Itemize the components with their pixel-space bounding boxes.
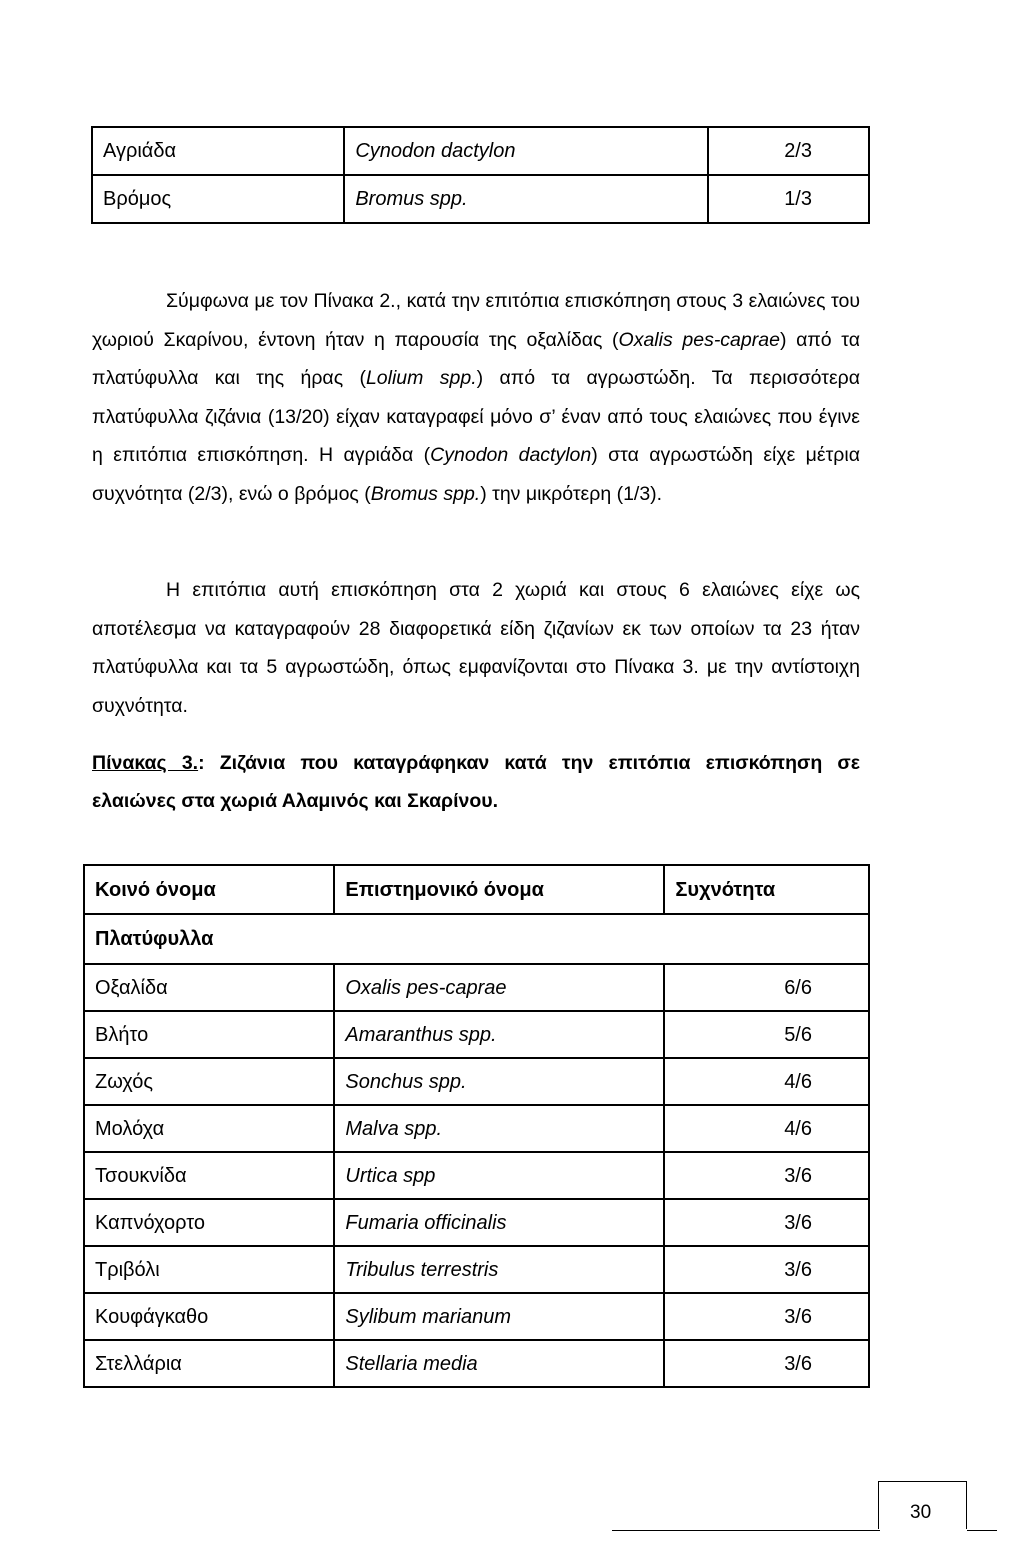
scientific-name-cell: Oxalis pes-caprae	[334, 964, 664, 1011]
frequency-cell: 3/6	[664, 1293, 869, 1340]
scientific-name-cell: Malva spp.	[334, 1105, 664, 1152]
table-caption	[92, 744, 860, 820]
scientific-name-cell: Tribulus terrestris	[334, 1246, 664, 1293]
caption-colon: :	[198, 752, 205, 774]
frequency-cell: 3/6	[664, 1340, 869, 1387]
text-run: ) στα αγρωστώδη είχε μέτρια συχνότητα (2/3), ενώ ο βρόμος (	[92, 444, 860, 505]
table-row	[84, 1293, 869, 1340]
frequency-cell: 3/6	[664, 1246, 869, 1293]
frequency-cell: 6/6	[664, 964, 869, 1011]
table-row	[92, 175, 869, 223]
scientific-name-cell: Fumaria officinalis	[334, 1199, 664, 1246]
common-name-cell: Κουφάγκαθο	[84, 1293, 334, 1340]
text-run: Σύμφωνα με τον Πίνακα 2., κατά την επιτόπια επισκόπηση στους 3 ελαιώνες του χωριού Σκαρίνου, έντονη ήταν η παρουσία της οξαλίδας (	[92, 290, 860, 351]
table-row	[84, 1152, 869, 1199]
group-row	[84, 914, 869, 964]
common-name-cell: Βλήτο	[84, 1011, 334, 1058]
table-row	[92, 127, 869, 175]
scientific-name-cell: Cynodon dactylon	[344, 127, 708, 175]
italic-species: Cynodon dactylon	[430, 444, 592, 466]
weeds-table	[83, 864, 870, 1388]
frequency-cell: 5/6	[664, 1011, 869, 1058]
table-row	[84, 1011, 869, 1058]
common-name-cell: Οξαλίδα	[84, 964, 334, 1011]
paragraph-1	[92, 282, 860, 513]
frequency-cell: 4/6	[664, 1105, 869, 1152]
header-frequency: Συχνότητα	[664, 865, 869, 914]
text-run: ) από τα αγρωστώδη. Τα περισσότερα πλατύφυλλα ζιζάνια (13/20) είχαν καταγραφεί μόνο σ’ έναν από τους ελαιώνες που έγινε η επιτόπια επισκόπηση. Η αγριάδα (	[92, 367, 860, 466]
page-number: 30	[910, 1502, 932, 1523]
scientific-name-cell: Amaranthus spp.	[334, 1011, 664, 1058]
table-row	[84, 964, 869, 1011]
common-name-cell: Στελλάρια	[84, 1340, 334, 1387]
caption-label: Πίνακας 3.	[92, 752, 199, 774]
frequency-cell: 3/6	[664, 1199, 869, 1246]
table-header-row	[84, 865, 869, 914]
common-name-cell: Αγριάδα	[92, 127, 344, 175]
italic-species: Oxalis pes-caprae	[618, 328, 780, 351]
italic-species: Bromus spp.	[370, 482, 481, 505]
common-name-cell: Μολόχα	[84, 1105, 334, 1152]
common-name-cell: Τριβόλι	[84, 1246, 334, 1293]
footer-rule	[612, 1530, 880, 1531]
table-row	[84, 1058, 869, 1105]
common-name-cell: Βρόμος	[92, 175, 344, 223]
table-top	[91, 126, 870, 224]
header-scientific-name: Επιστημονικό όνομα	[334, 865, 664, 914]
table-row	[84, 1340, 869, 1387]
table-row	[84, 1246, 869, 1293]
frequency-cell: 4/6	[664, 1058, 869, 1105]
header-common-name: Κοινό όνομα	[84, 865, 334, 914]
scientific-name-cell: Sonchus spp.	[334, 1058, 664, 1105]
footer-rule-right	[967, 1530, 997, 1531]
paragraph-2: Η επιτόπια αυτή επισκόπηση στα 2 χωριά και στους 6 ελαιώνες είχε ως αποτέλεσμα να καταγραφούν 28 διαφορετικά είδη ζιζανίων εκ των οποίων τα 23 ήταν πλατύφυλλα και τα 5 αγρωστώδη, όπως εμφανίζονται στο Πίνακα 3. με την αντίστοιχη συχνότητα.	[92, 579, 860, 717]
frequency-cell: 3/6	[664, 1152, 869, 1199]
scientific-name-cell: Stellaria media	[334, 1340, 664, 1387]
frequency-cell: 2/3	[708, 127, 869, 175]
common-name-cell: Τσουκνίδα	[84, 1152, 334, 1199]
scientific-name-cell: Sylibum marianum	[334, 1293, 664, 1340]
scientific-name-cell: Bromus spp.	[344, 175, 708, 223]
frequency-cell: 1/3	[708, 175, 869, 223]
caption-text: Ζιζάνια που καταγράφηκαν κατά την επιτόπια επισκόπηση σε ελαιώνες στα χωριά Αλαμινός και Σκαρίνου.	[92, 752, 860, 812]
italic-species: Lolium spp.	[365, 367, 477, 389]
table-row	[84, 1199, 869, 1246]
group-label: Πλατύφυλλα	[84, 914, 869, 964]
text-run: ) την μικρότερη (1/3).	[480, 482, 663, 505]
common-name-cell: Καπνόχορτο	[84, 1199, 334, 1246]
scientific-name-cell: Urtica spp	[334, 1152, 664, 1199]
text-run: ) από τα πλατύφυλλα και της ήρας (	[92, 328, 861, 389]
table-row	[84, 1105, 869, 1152]
common-name-cell: Ζωχός	[84, 1058, 334, 1105]
